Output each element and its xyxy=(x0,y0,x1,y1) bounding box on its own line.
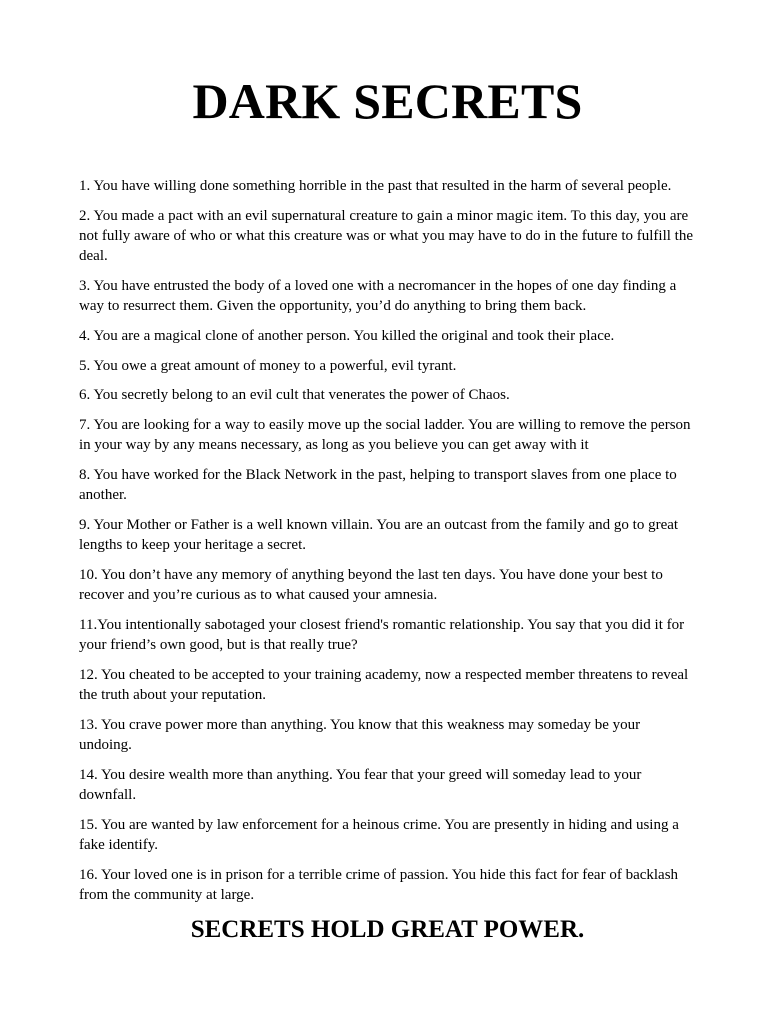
secrets-list xyxy=(79,176,696,906)
list-item: 7. You are looking for a way to easily move up the social ladder. You are willing to remove the person in your way by any means necessary, as long as you believe you can get away with it xyxy=(79,416,691,454)
list-item: 11.You intentionally sabotaged your closest friend's romantic relationship. You say that you did it for your friend’s own good, but is that really true? xyxy=(79,616,685,654)
list-item: 10. You don’t have any memory of anything beyond the last ten days. You have done your best to recover and you’re curious as to what caused your amnesia. xyxy=(79,566,663,604)
footer-tagline: SECRETS HOLD GREAT POWER. xyxy=(190,915,585,943)
list-item: 3. You have entrusted the body of a loved one with a necromancer in the hopes of one day finding a way to resurrect them. Given the opportunity, you’d do anything to bring them back. xyxy=(79,278,677,315)
list-item: 8. You have worked for the Black Network in the past, helping to transport slaves from one place to another. xyxy=(79,466,677,504)
list-item: 1. You have willing done something horrible in the past that resulted in the harm of several people. xyxy=(79,178,672,194)
list-item: 16. Your loved one is in prison for a terrible crime of passion. You hide this fact for fear of backlash from the community at large. xyxy=(79,866,679,904)
list-item: 12. You cheated to be accepted to your training academy, now a respected member threatens to reveal the truth about your reputation. xyxy=(79,666,689,704)
list-item: 2. You made a pact with an evil supernatural creature to gain a minor magic item. To this day, you are not fully aware of who or what this creature was or what you may have to do in the future to fulfill the deal. xyxy=(79,207,693,265)
list-item: 15. You are wanted by law enforcement for a heinous crime. You are presently in hiding and using a fake identify. xyxy=(79,816,679,854)
list-item: 5. You owe a great amount of money to a powerful, evil tyrant. xyxy=(79,357,457,374)
list-item: 6. You secretly belong to an evil cult that venerates the power of Chaos. xyxy=(79,387,510,404)
list-item: 14. You desire wealth more than anything. You fear that your greed will someday lead to your downfall. xyxy=(79,766,642,804)
list-item: 4. You are a magical clone of another person. You killed the original and took their place. xyxy=(79,328,615,344)
page-title: DARK SECRETS xyxy=(192,73,583,129)
list-item: 13. You crave power more than anything. You know that this weakness may someday be your undoing. xyxy=(79,716,641,754)
list-item: 9. Your Mother or Father is a well known villain. You are an outcast from the family and go to great lengths to keep your heritage a secret. xyxy=(79,516,679,554)
